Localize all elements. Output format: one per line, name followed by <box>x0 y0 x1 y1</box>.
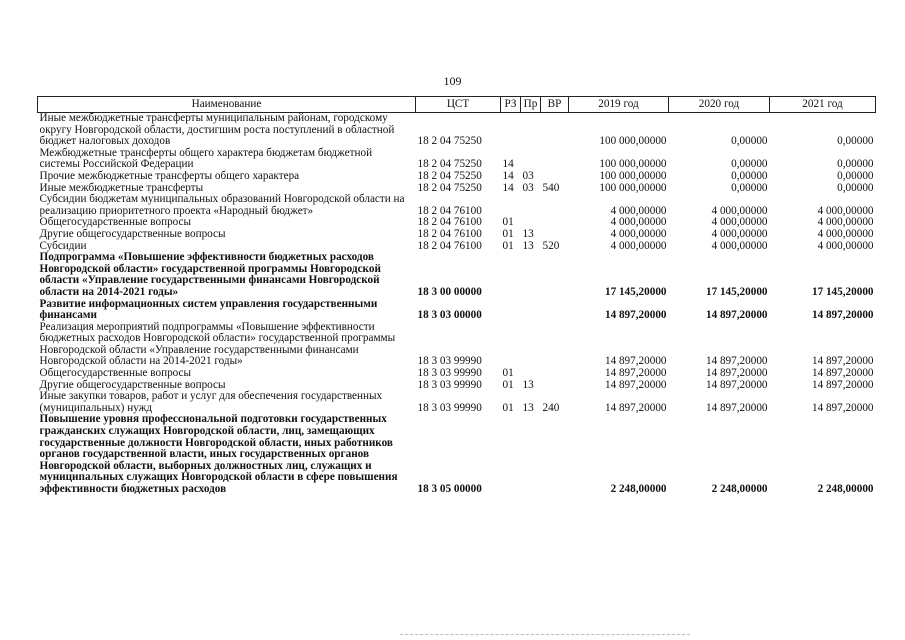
row-2021: 2 248,00000 <box>817 483 874 495</box>
row-rz: 01 <box>502 367 514 380</box>
row-code: 18 2 04 76100 <box>417 227 482 240</box>
row-rz <box>501 113 521 148</box>
row-2021: 4 000,00000 <box>817 239 874 252</box>
row-2020: 14 897,20000 <box>705 355 768 368</box>
row-2021: 14 897,20000 <box>811 309 874 322</box>
row-2021: 14 897,20000 <box>811 401 874 414</box>
row-code: 18 2 04 75250 <box>417 135 482 148</box>
row-2021: 14 897,20000 <box>811 378 874 391</box>
row-2020: 0,00000 <box>731 169 768 182</box>
row-pr: 13 <box>522 227 534 240</box>
row-2021: 0,00000 <box>837 135 874 148</box>
header-name: Наименование <box>38 97 416 113</box>
table-header <box>38 97 876 113</box>
row-rz <box>501 322 521 368</box>
table-body <box>38 113 876 496</box>
row-name: Подпрограмма «Повышение эффективности бюджетных расходов Новгородской области» государственной программы Новгородской области «Управление государственными финансами Новгородской области на 2014-2021 годы» <box>39 251 381 298</box>
row-vr: 520 <box>542 239 560 252</box>
row-2020: 2 248,00000 <box>711 483 768 495</box>
row-2019: 14 897,20000 <box>604 355 667 368</box>
row-vr <box>541 380 569 392</box>
row-pr: 03 <box>522 181 534 194</box>
row-2021: 14 897,20000 <box>811 355 874 368</box>
row-pr <box>521 148 541 171</box>
row-2020: 0,00000 <box>731 135 768 148</box>
row-rz: 14 <box>502 158 514 171</box>
row-code: 18 3 05 00000 <box>417 483 482 495</box>
row-pr <box>521 299 541 322</box>
row-rz: 01 <box>502 227 514 240</box>
row-name: Общегосударственные вопросы <box>39 216 192 229</box>
table-row <box>38 113 876 148</box>
row-vr <box>541 217 569 229</box>
row-rz <box>501 414 521 495</box>
row-vr <box>541 252 569 298</box>
row-2020: 4 000,00000 <box>711 204 768 217</box>
header-2020: 2020 год <box>669 97 770 113</box>
row-vr <box>541 229 569 241</box>
row-pr <box>521 252 541 298</box>
row-pr: 03 <box>522 169 534 182</box>
table-row <box>38 229 876 241</box>
row-vr <box>541 414 569 495</box>
row-code: 18 3 03 99990 <box>417 355 482 368</box>
row-code: 18 3 03 99990 <box>417 401 482 414</box>
header-pr: Пр <box>521 97 541 113</box>
row-2020: 14 897,20000 <box>705 309 768 322</box>
row-2019: 14 897,20000 <box>604 367 667 380</box>
row-2021: 4 000,00000 <box>817 216 874 229</box>
row-vr <box>541 368 569 380</box>
row-code: 18 2 04 76100 <box>417 216 482 229</box>
row-2020: 14 897,20000 <box>705 378 768 391</box>
row-2021: 17 145,20000 <box>811 285 874 298</box>
row-2021: 0,00000 <box>837 181 874 194</box>
row-name: Межбюджетные трансферты общего характера бюджетам бюджетной системы Российской Федерации <box>39 146 373 171</box>
row-name: Иные закупки товаров, работ и услуг для обеспечения государственных (муниципальных) нужд <box>39 390 383 414</box>
row-pr <box>521 414 541 495</box>
table-row <box>38 171 876 183</box>
row-pr <box>521 322 541 368</box>
row-2020: 14 897,20000 <box>705 367 768 380</box>
row-vr <box>541 322 569 368</box>
row-name: Развитие информационных систем управления государственными финансами <box>39 297 378 322</box>
row-code: 18 3 03 99990 <box>417 378 482 391</box>
header-rz: РЗ <box>501 97 521 113</box>
row-2021: 4 000,00000 <box>817 204 874 217</box>
row-pr <box>521 113 541 148</box>
row-name: Общегосударственные вопросы <box>39 367 192 380</box>
row-2019: 17 145,20000 <box>604 285 667 298</box>
row-vr: 240 <box>542 401 560 414</box>
row-2019: 4 000,00000 <box>610 239 667 252</box>
row-code: 18 2 04 76100 <box>417 239 482 252</box>
row-name: Субсидии бюджетам муниципальных образований Новгородской области на реализацию приоритетного проекта «Народный бюджет» <box>39 193 405 217</box>
table-row <box>38 414 876 495</box>
row-2020: 4 000,00000 <box>711 227 768 240</box>
row-2019: 14 897,20000 <box>604 378 667 391</box>
budget-table <box>37 96 876 496</box>
table-row <box>38 299 876 322</box>
row-vr <box>541 148 569 171</box>
row-code: 18 2 04 75250 <box>417 169 482 182</box>
table-row <box>38 322 876 368</box>
row-2020: 0,00000 <box>731 181 768 194</box>
table-row <box>38 148 876 171</box>
row-name: Субсидии <box>39 239 87 252</box>
row-name: Прочие межбюджетные трансферты общего характера <box>39 169 300 182</box>
row-2019: 2 248,00000 <box>610 483 667 495</box>
table-row <box>38 252 876 298</box>
row-2019: 100 000,00000 <box>599 169 667 182</box>
row-vr <box>541 113 569 148</box>
row-code: 18 2 04 75250 <box>417 181 482 194</box>
row-2019: 14 897,20000 <box>604 401 667 414</box>
row-2019: 100 000,00000 <box>599 135 667 148</box>
header-2019: 2019 год <box>569 97 669 113</box>
row-2021: 14 897,20000 <box>811 367 874 380</box>
row-rz: 14 <box>502 181 514 194</box>
row-2019: 14 897,20000 <box>604 309 667 322</box>
row-2021: 4 000,00000 <box>817 227 874 240</box>
row-2019: 4 000,00000 <box>610 204 667 217</box>
row-2019: 100 000,00000 <box>599 158 667 171</box>
row-pr: 13 <box>522 401 534 414</box>
row-2019: 100 000,00000 <box>599 181 667 194</box>
row-name: Иные межбюджетные трансферты муниципальным районам, городскому округу Новгородской области, достигшим роста поступлений в областной бюджет налоговых доходов <box>39 112 395 148</box>
row-code: 18 3 03 00000 <box>417 309 482 322</box>
row-vr <box>541 194 569 217</box>
row-pr: 13 <box>522 378 534 391</box>
row-pr <box>521 368 541 380</box>
row-2021: 0,00000 <box>837 158 874 171</box>
row-name: Иные межбюджетные трансферты <box>39 181 204 194</box>
row-rz: 01 <box>502 216 514 229</box>
table-row <box>38 194 876 217</box>
row-name: Другие общегосударственные вопросы <box>39 227 226 240</box>
row-rz: 01 <box>502 401 514 414</box>
row-2020: 0,00000 <box>731 158 768 171</box>
row-code: 18 3 00 00000 <box>417 285 482 298</box>
row-pr: 13 <box>522 239 534 252</box>
scan-artifact-line <box>400 634 690 637</box>
row-2019: 4 000,00000 <box>610 227 667 240</box>
row-rz: 01 <box>502 378 514 391</box>
header-2021: 2021 год <box>770 97 876 113</box>
row-rz <box>501 252 521 298</box>
row-code: 18 2 04 76100 <box>417 204 482 217</box>
row-vr <box>541 171 569 183</box>
row-code: 18 2 04 75250 <box>417 158 482 171</box>
row-2020: 4 000,00000 <box>711 216 768 229</box>
row-2020: 4 000,00000 <box>711 239 768 252</box>
row-code: 18 3 03 99990 <box>417 367 482 380</box>
row-2019: 4 000,00000 <box>610 216 667 229</box>
row-vr: 540 <box>542 181 560 194</box>
row-pr <box>521 194 541 217</box>
row-name: Реализация мероприятий подпрограммы «Повышение эффективности бюджетных расходов Новгородской области» государственной программы Новгородской области «Управление государственными финансами Новгородской области на 2014-2021 годы» <box>39 320 396 368</box>
table-row <box>38 391 876 414</box>
row-rz: 01 <box>502 239 514 252</box>
row-2021: 0,00000 <box>837 169 874 182</box>
row-vr <box>541 299 569 322</box>
page-number: 109 <box>443 74 462 88</box>
row-rz: 14 <box>502 169 514 182</box>
row-name: Повышение уровня профессиональной подготовки государственных гражданских служащих Новгородской области, лиц, замещающих государственные должности Новгородской области, иных работников органов государственной власти, иных государственных органов Новгородской области, выборных должностных лиц, служащих и муниципальных служащих Новгородской области в сфере повышения эффективности бюджетных расходов <box>39 413 398 495</box>
header-code: ЦСТ <box>416 97 501 113</box>
row-name: Другие общегосударственные вопросы <box>39 378 226 391</box>
row-rz <box>501 194 521 217</box>
header-vr: ВР <box>541 97 569 113</box>
row-rz <box>501 299 521 322</box>
table-row <box>38 368 876 380</box>
row-2020: 17 145,20000 <box>705 285 768 298</box>
row-2020: 14 897,20000 <box>705 401 768 414</box>
